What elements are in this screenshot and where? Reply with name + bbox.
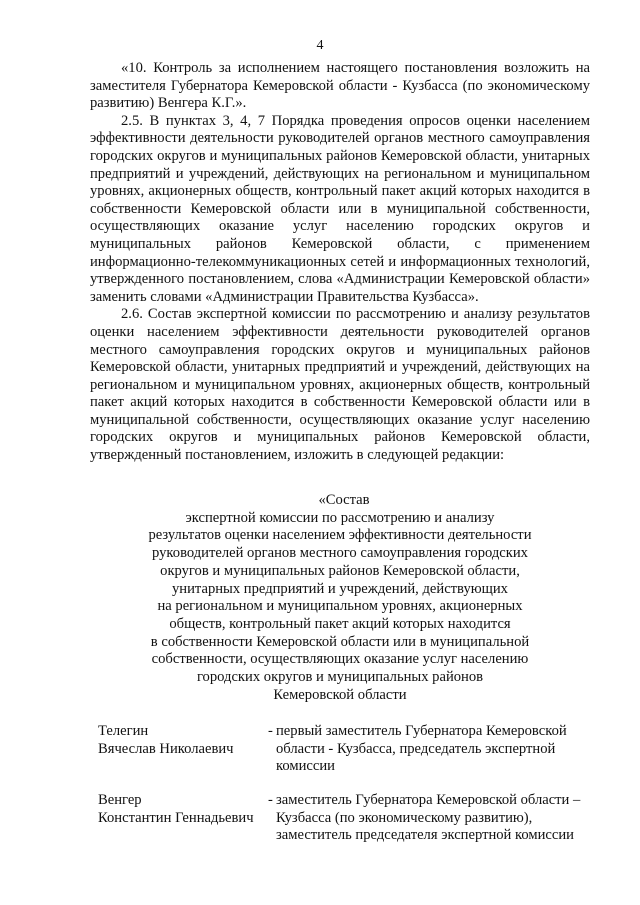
member-dash: - — [268, 792, 273, 808]
member-role — [276, 723, 600, 776]
member-role-line: Кузбасса (по экономическому развитию), — [276, 809, 533, 826]
member-surname: Телегин — [98, 723, 149, 739]
member-role — [276, 792, 600, 845]
member-role-line: заместитель председателя экспертной комиссии — [276, 827, 574, 844]
title-line: округов и муниципальных районов Кемеровской области, — [160, 562, 520, 579]
member-given-names: Константин Геннадьевич — [98, 809, 254, 826]
member-dash: - — [268, 723, 273, 739]
title-line: руководителей органов местного самоуправления городских — [152, 545, 528, 562]
page-number: 4 — [316, 38, 324, 53]
title-line: Кемеровской области — [273, 686, 407, 703]
member-role-line: первый заместитель Губернатора Кемеровской — [276, 723, 567, 739]
member-role-line: области - Кузбасса, председатель экспертной — [276, 740, 556, 757]
title-line: обществ, контрольный пакет акций которых находится — [169, 615, 511, 632]
member-role-line: комиссии — [276, 758, 335, 775]
title-line: результатов оценки населением эффективности деятельности — [148, 527, 532, 544]
paragraph-2-6: 2.6. Состав экспертной комиссии по рассмотрению и анализу результатов оценки населением эффективности деятельности руководителей органов местного самоуправления городских округов и муниципальных районов Кемеровской области, унитарных предприятий и учреждений, действующих на региональном и муниципальном уровнях, акционерных обществ, контрольный пакет акций которых находится в собственности Кемеровской области или в муниципальной собственности, осуществляющих оказание услуг населению городских округов и муниципальных районов Кемеровской области, утвержденный постановлением, изложить в следующей редакции: — [90, 306, 590, 464]
member-name — [98, 792, 273, 827]
title-line: в собственности Кемеровской области или в муниципальной — [150, 633, 530, 650]
paragraph-2-5: 2.5. В пунктах 3, 4, 7 Порядка проведения опросов оценки населением эффективности деятельности руководителей органов местного самоуправления городских округов и муниципальных районов Кемеровской области, унитарных предприятий и учреждений, действующих на региональном и муниципальном уровнях, акционерных обществ, контрольный пакет акций которых находится в собственности Кемеровской области или в муниципальной собственности, осуществляющих оказание услуг населению городских округов и муниципальных районов Кемеровской области, с применением информационно-телекоммуникационных сетей и информационных технологий, утвержденного постановлением, слова «Администрации Кемеровской области» заменить словами «Администрации Правительства Кузбасса». — [90, 112, 590, 305]
member-role-line: заместитель Губернатора Кемеровской области – — [276, 792, 581, 808]
title-line: экспертной комиссии по рассмотрению и анализу — [185, 509, 495, 526]
commission-composition-title — [90, 492, 590, 704]
title-line: на региональном и муниципальном уровнях, акционерных — [157, 598, 523, 615]
member-name — [98, 723, 273, 758]
title-line: унитарных предприятий и учреждений, действующих — [172, 580, 508, 597]
title-line: городских округов и муниципальных районов — [196, 669, 484, 686]
member-surname: Венгер — [98, 792, 142, 808]
member-given-names: Вячеслав Николаевич — [98, 740, 234, 757]
body-text — [90, 60, 590, 465]
title-line: собственности, осуществляющих оказание услуг населению — [151, 651, 529, 668]
title-line: «Состав — [318, 492, 370, 508]
paragraph-control-clause: «10. Контроль за исполнением настоящего постановления возложить на заместителя Губернатора Кемеровской области - Кузбасса (по экономическому развитию) Венгера К.Г.». — [90, 60, 590, 112]
